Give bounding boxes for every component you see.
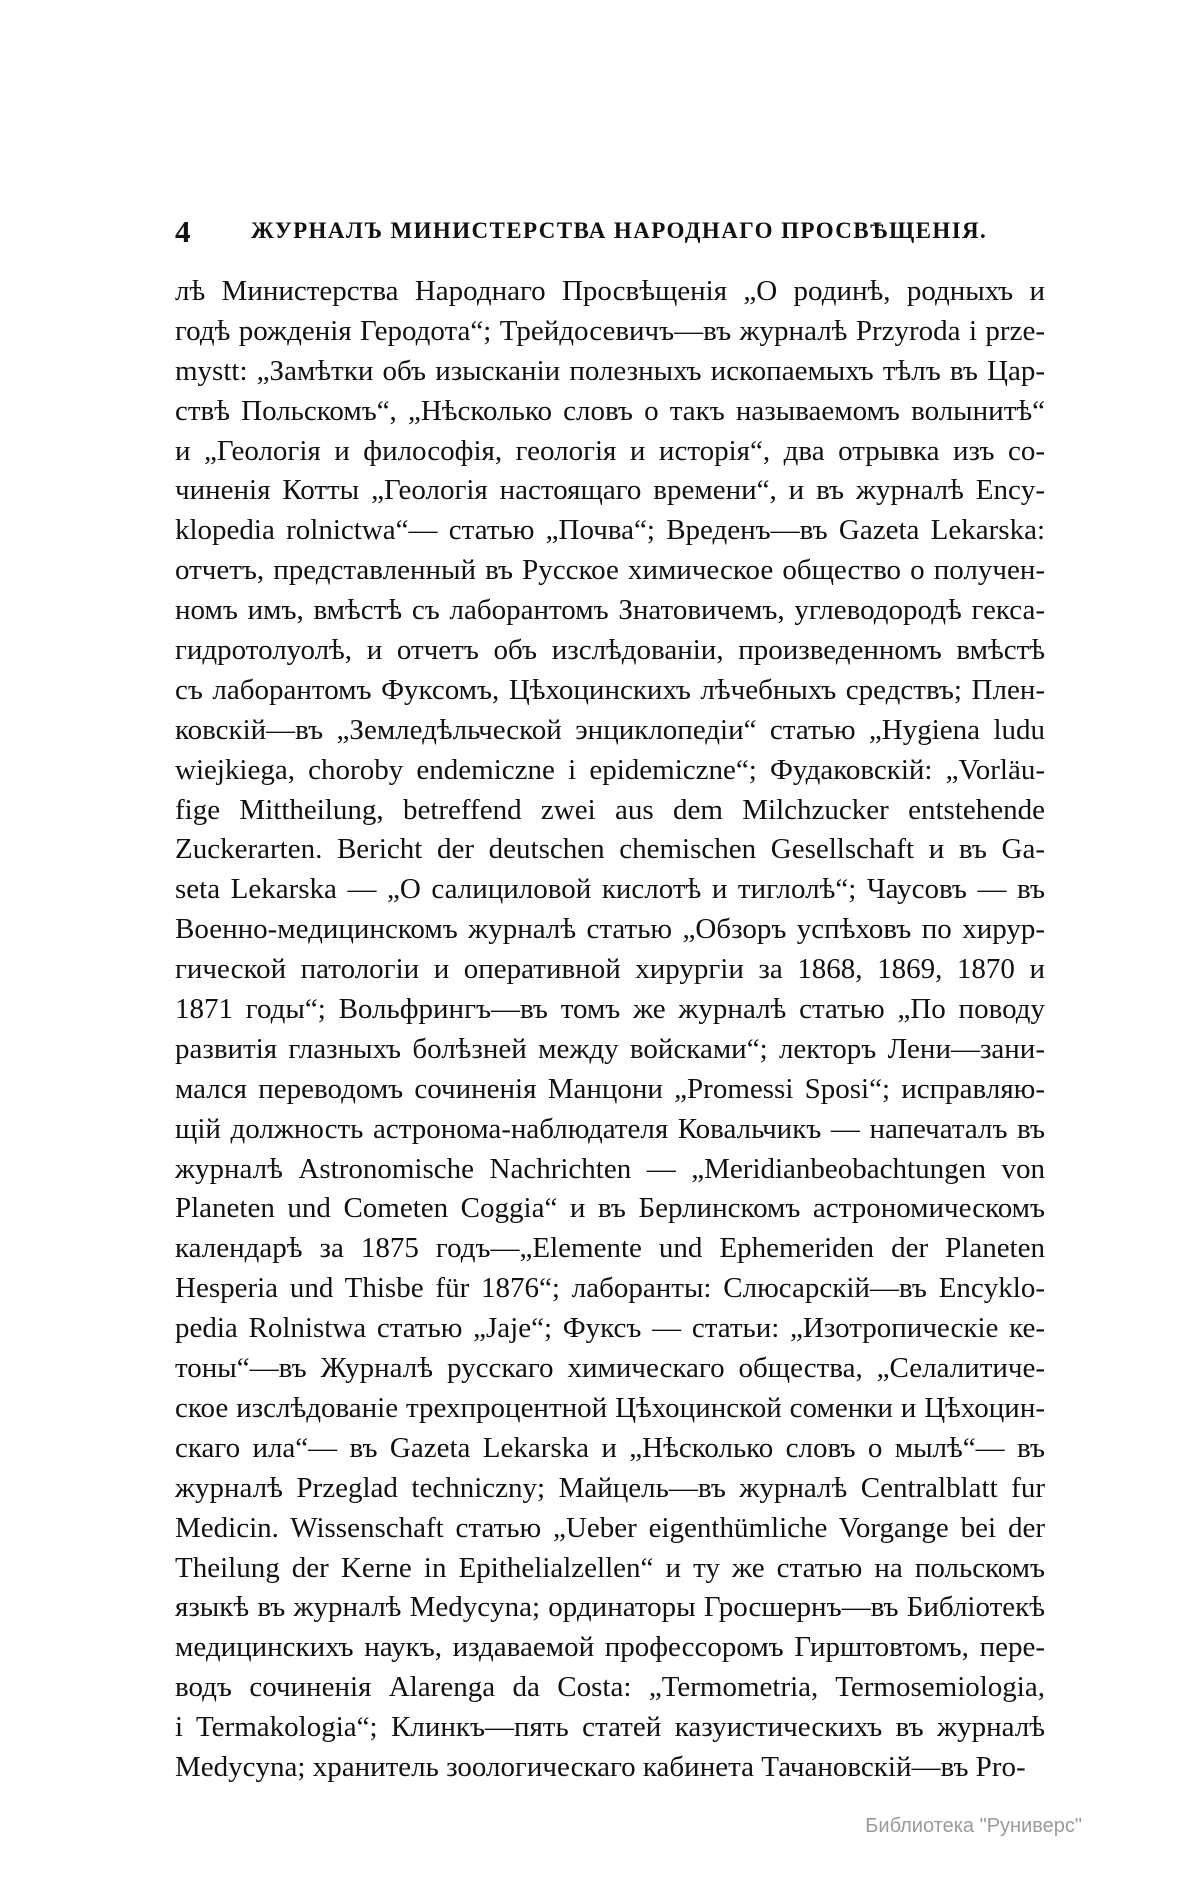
text-line: Planeten und Cometen Coggia“ и въ Берлинскомъ астрономическомъ: [175, 1192, 1045, 1225]
text-line: журналѣ Astronomische Nachrichten — „Meridianbeobachtungen von: [175, 1152, 1045, 1185]
text-line: языкѣ въ журналѣ Medycyna; ординаторы Гросшернъ—въ Библіотекѣ: [175, 1591, 1045, 1624]
text-line: номъ имъ, вмѣстѣ съ лаборантомъ Знатовичемъ, углеводородѣ гекса-: [175, 594, 1045, 627]
text-line: скаго ила“— въ Gazeta Lekarska и „Нѣсколько словъ о мылѣ“— въ: [175, 1431, 1045, 1464]
text-line: отчетъ, представленный въ Русское химическое общество о получен-: [175, 554, 1045, 587]
text-line: календарѣ за 1875 годъ—„Elemente und Ephemeriden der Planeten: [175, 1232, 1045, 1265]
text-line: лѣ Министерства Народнаго Просвѣщенія „О родинѣ, родныхъ и: [175, 275, 1045, 307]
text-line: pedia Rolnistwa статью „Jaje“; Фуксъ — статьи: „Изотропическіе ке-: [175, 1312, 1045, 1345]
text-line: Medycyna; хранитель зоологическаго кабинета Тачановскій—въ Pro-: [175, 1750, 1026, 1783]
text-line: mystt: „Замѣтки объ изысканіи полезныхъ ископаемыхъ тѣлъ въ Цар-: [175, 354, 1045, 387]
text-line: медицинскихъ наукъ, издаваемой профессоромъ Гирштовтомъ, пере-: [175, 1631, 1045, 1664]
text-line: Medicin. Wissenschaft статью „Ueber eigenthümliche Vorgange bei der: [175, 1511, 1045, 1544]
library-watermark: Библиотека "Руниверс": [865, 1815, 1082, 1837]
text-line: тоны“—въ Журналѣ русскаго химическаго общества, „Селалитиче-: [175, 1352, 1045, 1385]
text-line: Военно-медицинскомъ журналѣ статью „Обзоръ успѣховъ по хирур-: [175, 913, 1045, 946]
text-line: Hesperia und Thisbe für 1876“; лаборанты: Слюсарскій—въ Encyklo-: [175, 1272, 1045, 1305]
text-line: водъ сочиненія Alarenga da Costa: „Termometria, Termosemiologia,: [175, 1671, 1045, 1704]
text-line: гидротолуолѣ, и отчетъ объ изслѣдованіи, произведенномъ вмѣстѣ: [175, 634, 1045, 667]
text-line: fige Mittheilung, betreffend zwei aus dem Milchzucker entstehende: [175, 793, 1045, 826]
page-number: 4: [175, 214, 191, 249]
text-line: Theilung der Kerne in Epithelialzellen“ и ту же статью на польскомъ: [175, 1551, 1045, 1584]
text-line: wiejkiega, choroby endemiczne i epidemiczne“; Фудаковскій: „Vorläu-: [175, 753, 1045, 786]
text-line: съ лаборантомъ Фуксомъ, Цѣхоцинскихъ лѣчебныхъ средствъ; Плен-: [175, 673, 1045, 706]
text-line: годѣ рожденія Геродота“; Трейдосевичъ—въ журналѣ Przyroda i prze-: [175, 314, 1045, 347]
text-line: ское изслѣдованіе трехпроцентной Цѣхоцинской соменки и Цѣхоцин-: [175, 1391, 1045, 1424]
text-line: Zuckerarten. Bericht der deutschen chemischen Gesellschaft и въ Ga-: [175, 833, 1045, 866]
text-line: мался переводомъ сочиненія Манцони „Promessi Sposi“; исправляю-: [175, 1072, 1045, 1105]
text-line: klopedia rolnictwa“— статью „Почва“; Вреденъ—въ Gazeta Lekarska:: [175, 514, 1045, 547]
page-header: [175, 214, 1045, 254]
text-line: ствѣ Польскомъ“, „Нѣсколько словъ о такъ называемомъ волынитѣ“: [175, 394, 1045, 427]
text-line: гической патологіи и оперативной хирургіи за 1868, 1869, 1870 и: [175, 953, 1045, 986]
text-line: и „Геологія и философія, геологія и исторія“, два отрывка изъ со-: [175, 434, 1045, 467]
text-line: seta Lekarska — „О салициловой кислотѣ и тиглолѣ“; Чаусовъ — въ: [175, 873, 1045, 906]
body-text: [175, 272, 1045, 1788]
running-title: ЖУРНАЛЪ МИНИСТЕРСТВА НАРОДНАГО ПРОСВѢЩЕНІЯ.: [251, 218, 988, 243]
text-line: развитія глазныхъ болѣзней между войсками“; лекторъ Лени—зани-: [175, 1032, 1045, 1065]
text-line: i Termakologia“; Клинкъ—пять статей казуистическихъ въ журналѣ: [175, 1711, 1045, 1744]
text-line: щій должность астронома-наблюдателя Ковальчикъ — напечаталъ въ: [175, 1112, 1045, 1145]
text-line: журналѣ Przeglad techniczny; Майцель—въ журналѣ Centralblatt fur: [175, 1471, 1045, 1504]
text-line: ковскій—въ „Земледѣльческой энциклопедіи“ статью „Hygiena ludu: [175, 713, 1045, 746]
text-line: 1871 годы“; Вольфрингъ—въ томъ же журналѣ статью „По поводу: [175, 993, 1045, 1026]
text-line: чиненія Котты „Геологія настоящаго времени“, и въ журналѣ Ency-: [175, 474, 1045, 507]
